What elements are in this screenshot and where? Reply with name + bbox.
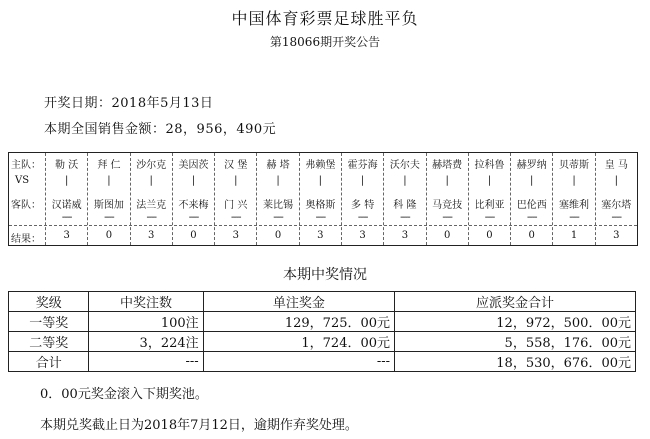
match-result: 1 [570,230,578,241]
vs-separator: | [360,175,365,186]
match-result: 3 [63,230,70,241]
match-column [553,153,595,245]
match-grid [8,152,638,246]
match-row-labels [9,153,46,245]
total-prize: 12，972，500．00元 [395,312,636,332]
away-team: 不来梅 [178,200,209,211]
away-team: 巴伦西 [516,200,547,211]
home-team: 霍芬海 [347,160,378,171]
home-team: 拉科鲁 [474,160,505,171]
away-label: 客队： [11,200,41,211]
away-team: 汉诺威 [51,200,82,211]
match-result: 0 [274,230,282,241]
header-total: 应派奖金合计 [395,292,636,312]
per-bet-prize: 129，725．00元 [203,312,394,332]
rollover-note: 0．00元奖金滚入下期奖池。 [40,387,208,402]
home-team: 沃尔夫 [389,160,420,171]
draw-date: 开奖日期：2018年5月13日 [44,96,214,111]
dash-line: ---- [61,212,72,223]
dash-line: ---- [611,212,622,223]
dash-line: ---- [231,212,241,223]
match-column [88,153,130,245]
prize-section-title: 本期中奖情况 [283,267,367,283]
away-team: 塞尔塔 [601,200,632,211]
match-column [427,153,469,245]
match-column [384,153,426,245]
total-prize: 18，530，676．00元 [395,352,636,372]
away-team: 多 特 [351,200,375,211]
match-result: 3 [148,230,155,241]
dash-line: ---- [526,212,537,223]
match-column [131,153,173,245]
match-result: 3 [359,230,366,241]
prize-table-header [9,292,636,312]
result-label: 结果： [11,234,41,245]
sales-amount: 本期全国销售金额：28，956，490元 [44,122,277,137]
per-bet-prize: 1，724．00元 [203,332,394,352]
vs-separator: | [64,175,69,186]
away-team: 莱比锡 [263,200,294,211]
vs-separator: | [107,175,111,186]
winner-count: --- [89,352,203,372]
match-result: 0 [443,230,451,241]
dash-line: ---- [484,212,495,223]
dash-line: ---- [442,212,452,223]
dash-line: ---- [188,212,199,223]
match-result: 0 [105,230,113,241]
vs-separator: | [403,175,407,186]
header-per-bet: 单注奖金 [203,292,394,312]
home-label: 主队： [11,160,41,171]
away-team: 法兰克 [136,200,167,211]
prize-level: 一等奖 [9,312,89,332]
winner-count: 3，224注 [89,332,203,352]
home-team: 沙尔克 [136,160,167,171]
match-result: 0 [486,230,493,241]
prize-level: 合计 [9,352,89,372]
home-team: 赫罗纳 [516,160,547,171]
vs-separator: | [318,175,323,186]
match-result: 3 [613,230,620,241]
away-team: 科 隆 [393,200,417,211]
dash-line: ---- [400,212,410,223]
home-team: 贝蒂斯 [559,160,590,171]
match-column [469,153,511,245]
match-result: 3 [401,230,409,241]
vs-separator: | [191,175,196,186]
away-team: 奥格斯 [305,200,336,211]
home-team: 勒 沃 [55,160,79,171]
table-row [9,312,636,332]
dash-line: ---- [357,212,368,223]
match-result: 0 [528,230,535,241]
away-team: 马竞技 [432,200,463,211]
vs-separator: | [487,175,492,186]
per-bet-prize: --- [203,352,394,372]
home-team: 赫塔费 [432,160,463,171]
match-column [511,153,553,245]
home-team: 汉 堡 [224,160,248,171]
match-column [173,153,215,245]
home-team: 弗赖堡 [305,160,336,171]
table-row [9,352,636,372]
table-row [9,332,636,352]
vs-separator: | [149,175,153,186]
match-column [596,153,637,245]
dash-line: ---- [104,212,114,223]
home-team: 拜 仁 [97,160,121,171]
dash-line: ---- [569,212,579,223]
header-winners: 中奖注数 [89,292,203,312]
vs-label: VS [15,175,30,186]
match-column [300,153,342,245]
vs-separator: | [445,175,449,186]
match-result: 3 [317,230,324,241]
prize-table [8,291,636,372]
match-column [46,153,88,245]
away-team: 门 兴 [224,200,248,211]
away-team: 比利亚 [474,200,505,211]
vs-separator: | [614,175,618,186]
match-column [215,153,257,245]
prize-level: 二等奖 [9,332,89,352]
match-result: 3 [232,230,239,241]
issue-subtitle: 第18066期开奖公告 [269,35,381,49]
vs-separator: | [234,175,238,186]
dash-line: ---- [273,212,283,223]
match-column [342,153,384,245]
header-level: 奖级 [9,292,89,312]
dash-line: ---- [315,212,326,223]
match-columns [46,153,637,245]
away-team: 塞维利 [559,200,590,211]
deadline-note: 本期兑奖截止日为2018年7月12日，逾期作弃奖处理。 [40,418,358,433]
home-team: 皇 马 [604,160,628,171]
match-column [257,153,299,245]
dash-line: ---- [146,212,156,223]
total-prize: 5，558，176．00元 [395,332,636,352]
vs-separator: | [276,175,280,186]
page-title: 中国体育彩票足球胜平负 [231,9,419,28]
home-team: 赫 塔 [266,160,290,171]
vs-separator: | [530,175,534,186]
match-result: 0 [190,230,197,241]
home-team: 美因茨 [178,160,209,171]
vs-separator: | [572,175,576,186]
away-team: 斯图加 [93,200,124,211]
winner-count: 100注 [89,312,203,332]
